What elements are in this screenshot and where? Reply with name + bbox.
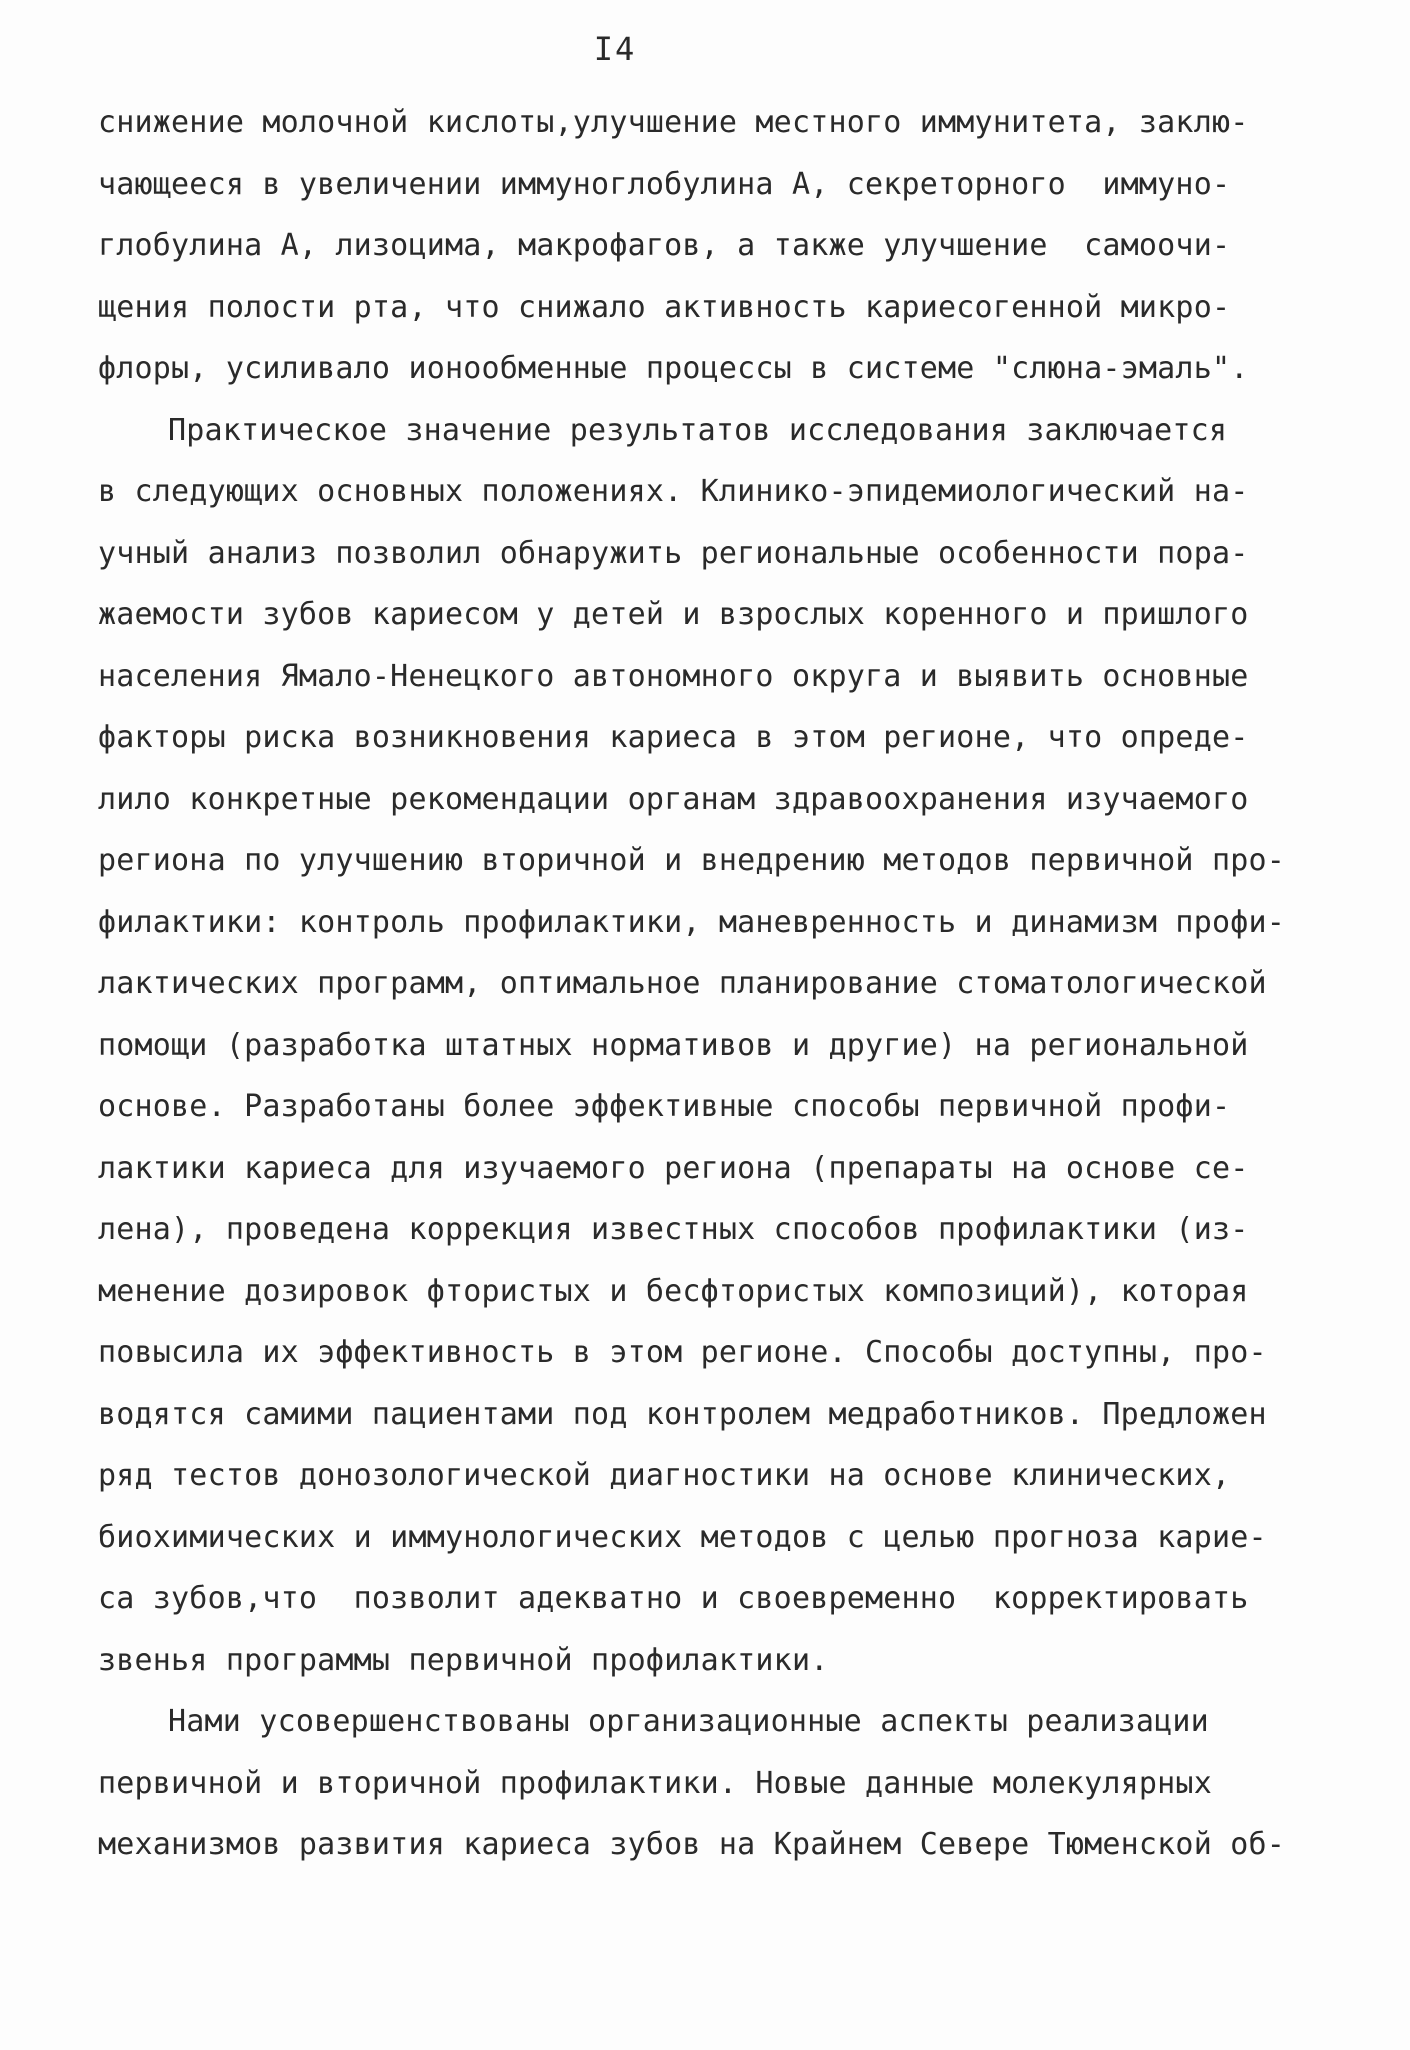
text-line: основе. Разработаны более эффективные способы первичной профи- [98, 1089, 1231, 1124]
text-line: чающееся в увеличении иммуноглобулина А, секреторного иммуно- [98, 166, 1231, 202]
text-line: первичной и вторичной профилактики. Новые данные молекулярных [98, 1765, 1212, 1801]
text-line: снижение молочной кислоты,улучшение местного иммунитета, заклю- [98, 105, 1249, 140]
paragraph-start-line: Нами усовершенствованы организационные аспекты реализации [168, 1704, 1209, 1739]
text-line: водятся самими пациентами под контролем медработников. Предложен [98, 1396, 1267, 1432]
text-line: повысила их эффективность в этом регионе. Способы доступны, про- [98, 1335, 1267, 1370]
text-line: лена), проведена коррекция известных способов профилактики (из- [98, 1212, 1249, 1247]
text-line: глобулина А, лизоцима, макрофагов, а также улучшение самоочи- [98, 228, 1231, 263]
text-line: щения полости рта, что снижало активность кариесогенной микро- [98, 289, 1231, 325]
text-line: в следующих основных положениях. Клинико-эпидемиологический на- [98, 474, 1249, 509]
page-number: I4 [593, 30, 637, 68]
text-line: населения Ямало-Ненецкого автономного округа и выявить основные [98, 658, 1249, 694]
text-line: филактики: контроль профилактики, маневренность и динамизм профи- [98, 904, 1285, 940]
text-line: биохимических и иммунологических методов с целью прогноза карие- [98, 1519, 1267, 1555]
text-line: механизмов развития кариеса зубов на Крайнем Севере Тюменской об- [98, 1827, 1285, 1862]
text-line: лактических программ, оптимальное планирование стоматологической [98, 966, 1267, 1001]
text-line: лило конкретные рекомендации органам здравоохранения изучаемого [98, 781, 1249, 817]
text-line: помощи (разработка штатных нормативов и другие) на региональной [98, 1027, 1249, 1063]
text-line: ряд тестов донозологической диагностики на основе клинических, [98, 1458, 1231, 1493]
text-line: са зубов,что позволит адекватно и своевременно корректировать [98, 1581, 1249, 1616]
text-line: менение дозировок фтористых и бесфтористых композиций), которая [98, 1273, 1249, 1309]
text-line: звенья программы первичной профилактики. [98, 1642, 829, 1678]
text-line: флоры, усиливало ионообменные процессы в системе "слюна-эмаль". [98, 351, 1249, 386]
body-text [98, 92, 1338, 1876]
text-line: жаемости зубов кариесом у детей и взрослых коренного и пришлого [98, 597, 1249, 632]
text-line: факторы риска возникновения кариеса в этом регионе, что опреде- [98, 720, 1249, 755]
text-line: учный анализ позволил обнаружить региональные особенности пора- [98, 535, 1249, 571]
text-line: лактики кариеса для изучаемого региона (препараты на основе се- [98, 1150, 1249, 1186]
paragraph-start-line: Практическое значение результатов исследования заключается [168, 412, 1228, 448]
text-line: региона по улучшению вторичной и внедрению методов первичной про- [98, 843, 1285, 878]
